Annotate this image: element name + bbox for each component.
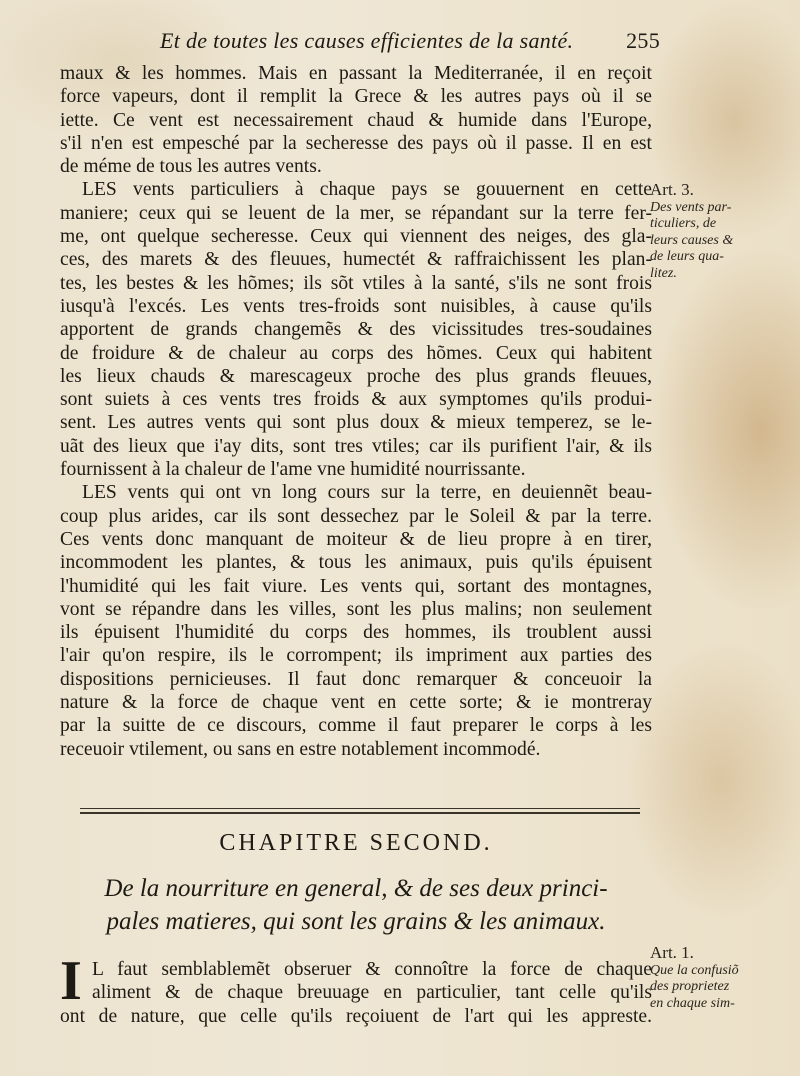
text-line: uãt des lieux que i'ay dits, sont tres vtiles; car ils purifient l'air, & ils	[60, 435, 652, 457]
text-line: ces, des marets & des fleuues, humectét & raffraichissent les plan-	[60, 249, 652, 271]
text-line: maniere; ceux qui se leuent de la mer, se répandant sur la terre fer-	[60, 202, 652, 224]
running-header	[160, 28, 660, 54]
text-line: de méme de tous les autres vents.	[60, 156, 322, 178]
paragraph-3	[60, 481, 652, 761]
note-line: litez.	[650, 265, 677, 281]
chapter-heading: CHAPITRE SECOND.	[219, 830, 493, 856]
note-line: des proprietez	[650, 979, 730, 994]
text-line: apportent de grands changemẽs & des vicissitudes tres-soudaines	[60, 319, 652, 341]
text-line: par la suitte de ce discours, comme il faut preparer le corps à les	[60, 715, 652, 737]
section-divider	[80, 808, 640, 814]
text-line: iette. Ce vent est necessairement chaud & humide dans l'Europe,	[60, 109, 652, 131]
text-line: me, ont quelque secheresse. Ceux qui viennent des neiges, des gla-	[60, 226, 652, 248]
text-line: aliment & de chaque breuuage en particulier, tant celle qu'ils	[92, 982, 652, 1004]
paragraph-1	[60, 62, 652, 178]
text-line: receuoir vtilement, ou sans en estre notablement incommodé.	[60, 738, 541, 760]
text-line: Ces vents donc manquant de moiteur & de lieu propre à en tirer,	[60, 528, 652, 550]
text-line: vont se répandre dans les villes, sont les plus malins; non seulement	[60, 598, 652, 620]
chapter-subtitle	[60, 872, 652, 938]
paragraph-2	[60, 178, 652, 481]
margin-note-article-3	[650, 182, 770, 282]
text-line: de froidure & de chaleur au corps des hõmes. Ceux qui habitent	[60, 342, 652, 364]
text-line: l'air qu'on respire, ils le corrompent; ils impriment aux parties des	[60, 645, 652, 667]
text-line: sont suiets à ces vents tres froids & aux symptomes qu'ils produi-	[60, 389, 652, 411]
text-line: LES vents qui ont vn long cours sur la terre, en deuiennẽt beau-	[82, 482, 652, 504]
text-line: LES vents particuliers à chaque pays se gouuernent en cette	[82, 179, 652, 201]
drop-cap: I	[60, 950, 82, 1012]
text-line: ont de nature, que celle qu'ils reçoiuent de l'art qui les apprestе.	[60, 1005, 652, 1027]
note-line: Que la confusiõ	[650, 962, 739, 978]
text-line: L faut semblablemẽt obseruer & connoître la force de chaque	[92, 959, 652, 980]
note-line: en chaque sim-	[650, 995, 735, 1011]
text-line: force vapeurs, dont il remplit la Grece & les autres pays où il se	[60, 86, 652, 108]
text-line: incommodent les plantes, & tous les animaux, puis qu'ils épuisent	[60, 552, 652, 574]
note-line: de leurs qua-	[650, 249, 724, 264]
chapter-opening-paragraph	[60, 950, 652, 1028]
subtitle-line: pales matieres, qui sont les grains & les animaux.	[106, 908, 606, 935]
text-line: fournissent à la chaleur de l'ame vne humidité nourrissante.	[60, 459, 526, 481]
text-line: nature & la force de chaque vent en cette sorte; & ie montreray	[60, 692, 652, 714]
note-line: ticuliers, de	[650, 216, 717, 231]
text-line: maux & les hommes. Mais en passant la Mediterranée, il en reçoit	[60, 63, 652, 84]
double-rule	[80, 808, 640, 814]
running-title: Et de toutes les causes efficientes de la santé.	[160, 28, 574, 53]
text-line: iusqu'à l'excés. Les vents tres-froids sont nuisibles, à cause qu'ils	[60, 295, 652, 317]
article-number: Art. 1.	[650, 943, 694, 962]
text-line: tes, les bestes & les hõmes; ils sõt vtiles à la santé, s'ils ne sont frois	[60, 272, 652, 294]
text-line: sent. Les autres vents qui sont plus doux & mieux temperez, se le-	[60, 412, 652, 434]
text-line: les lieux chauds & marescageux proche des plus grands fleuues,	[60, 365, 652, 387]
text-line: coup plus arides, car ils sont dessechez par le Soleil & par la terre.	[60, 505, 652, 527]
subtitle-line: De la nourriture en general, & de ses deux princi-	[104, 875, 608, 902]
article-number: Art. 3.	[650, 180, 694, 199]
margin-note-article-1	[650, 945, 770, 1012]
note-line: Des vents par-	[650, 199, 732, 215]
text-line: ils épuisent l'humidité du corps des hommes, ils troublent aussi	[60, 622, 652, 644]
main-text	[60, 62, 652, 761]
text-line: dispositions pernicieuses. Il faut donc remarquer & conceuoir la	[60, 668, 652, 690]
page-number: 255	[626, 28, 660, 53]
text-line: l'humidité qui les fait viure. Les vents qui, sortant des montagnes,	[60, 575, 652, 597]
text-line: s'il n'en est empesché par la secheresse des pays où il passe. Il en est	[60, 132, 652, 154]
note-line: leurs causes &	[650, 232, 734, 248]
